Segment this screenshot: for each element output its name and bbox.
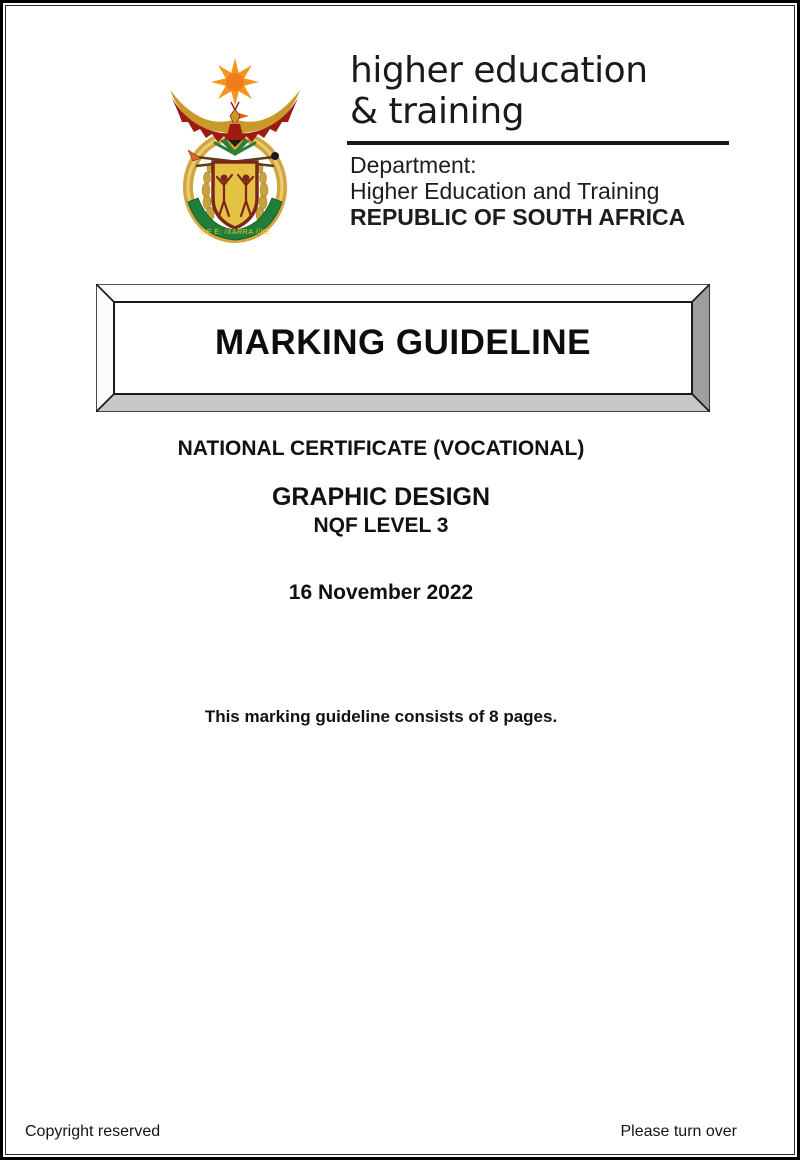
department-wordmark [350,50,742,230]
brand-line-1: higher education [350,50,648,91]
department-label: Department: [350,152,477,178]
department-name: Higher Education and Training [350,178,660,204]
exam-date-line: 16 November 2022 [288,581,474,604]
nqf-level-line: NQF LEVEL 3 [313,514,449,537]
pages-note-line: This marking guideline consists of 8 pages. [204,707,558,726]
subject-line: GRAPHIC DESIGN [271,483,491,511]
country-name: REPUBLIC OF SOUTH AFRICA [350,204,686,230]
brand-divider [347,141,729,145]
document-title: MARKING GUIDELINE [215,323,591,362]
brand-line-2: & training [350,91,524,132]
coat-of-arms-motto: !KE E: /XARRA //KE [199,229,271,236]
coat-of-arms-icon [160,54,310,246]
page-footer [25,1123,737,1141]
turn-over-text: Please turn over [620,1123,737,1140]
certificate-line: NATIONAL CERTIFICATE (VOCATIONAL) [177,437,585,460]
title-plate [96,284,710,412]
copyright-text: Copyright reserved [25,1123,161,1140]
